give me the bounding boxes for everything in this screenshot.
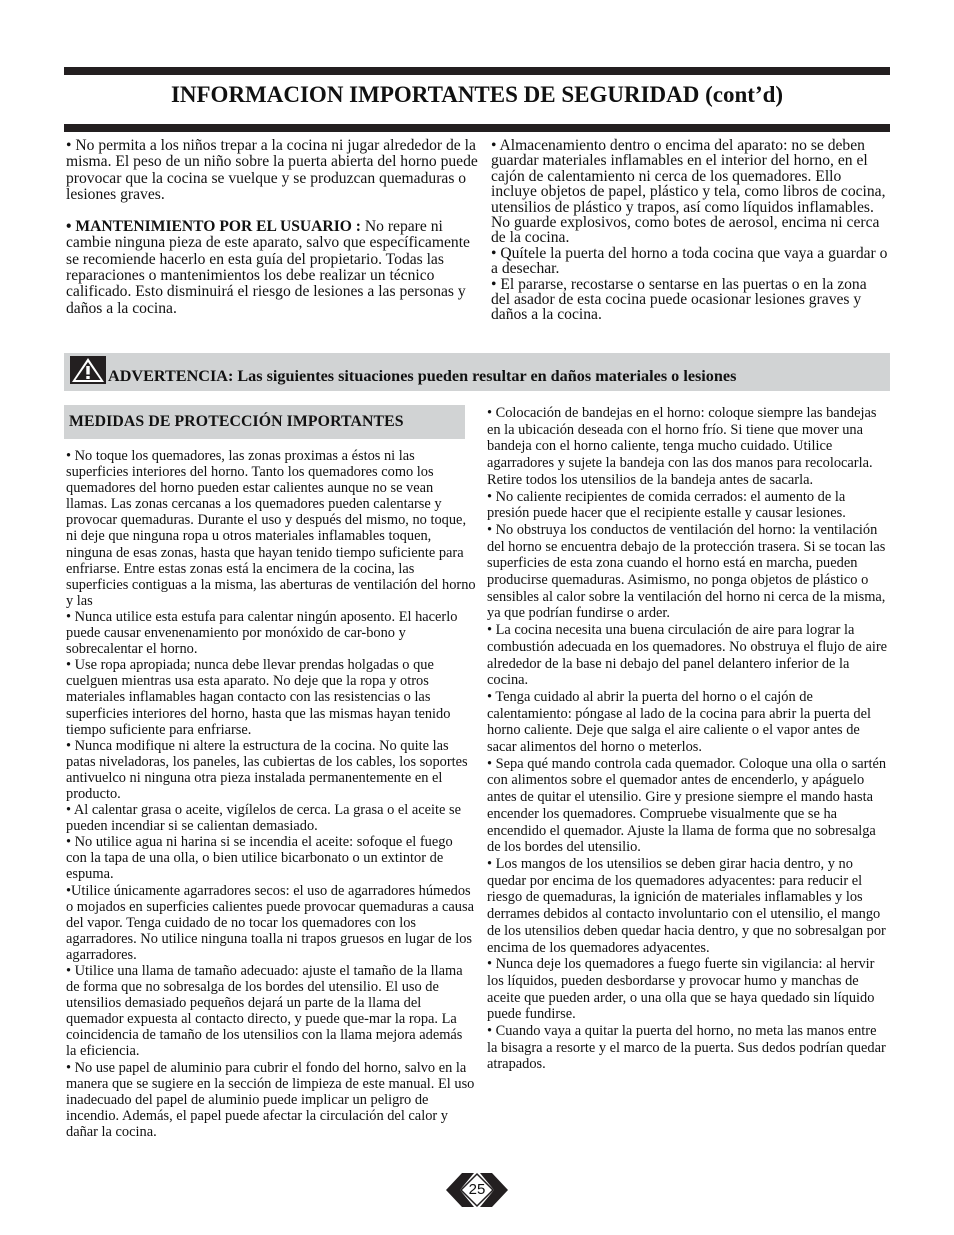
safety-item: •Utilice únicamente agarradores secos: el uso de agarradores húmedos o mojados en superficies calientes puede provocar quemaduras a causa del vapor. Tenga cuidado de no tocar los quemadores con los agarradores. No utilice ninguna toalla ni trapos gruesos en lugar de los agarradores. [66,882,474,963]
safety-item: • Colocación de bandejas en el horno: coloque siempre las bandejas en la ubicación deseada con el horno frío. Si tiene que mover una bandeja con el horno caliente, tenga mucho cuidado. Utilice agarradores y sujete la bandeja con las dos manos para recolocarla. Retire todos los utensilios de la bandeja antes de sacarla. [487,405,877,488]
safety-item: • Nunca utilice esta estufa para calentar ningún aposento. El hacerlo puede causar envenenamiento por monóxido de car-bono y sobrecalentar el horno. [66,608,458,658]
warning-text: ADVERTENCIA: Las siguientes situaciones pueden resultar en daños materiales o lesiones [108,366,737,385]
intro-paragraph-children: • No permita a los niños trepar a la cocina ni jugar alrededor de la misma. El peso de un niño sobre la puerta abierta del horno puede provocar que la cocina se vuelque y se produzcan quemaduras o lesiones graves. [66,137,478,203]
intro-right-column [491,138,888,323]
intro-left-column [66,138,478,317]
safety-item: • No utilice agua ni harina si se incendia el aceite: sofoque el fuego con la tapa de una olla, o bien utilice bicarbonato o un extintor de espuma. [66,834,453,883]
maintenance-text: No repare ni cambie ninguna pieza de este aparato, salvo que específicamente se recomiende hacerlo en esta guía del propietario. Todas las reparaciones o mantenimientos los debe realizar un técnico calificado. Esto disminuirá el riesgo de lesiones a las personas y daños a la cocina. [66,218,470,317]
safety-item: • Al calentar grasa o aceite, vigílelos de cerca. La grasa o el aceite se pueden incendiar si se calientan demasiado. [66,802,461,835]
safety-item: • Utilice una llama de tamaño adecuado: ajuste el tamaño de la llama de forma que no sobresalga de los bordes del utensilio. El uso de utensilios demasiado pequeños dejará un parte de la llama del quemador expuesta al contacto directo, y puede que-mar la ropa. La coincidencia de tamaño de los utensilios con la llama mejora además la eficiencia. [66,963,463,1060]
safety-item: • No use papel de aluminio para cubrir el fondo del horno, salvo en la manera que se sugiere en la sección de limpieza de este manual. El uso inadecuado del papel de aluminio puede implicar un peligro de incendio. Además, el papel puede afectar la circulación del calor y dañar la cocina. [66,1059,475,1140]
page-number-badge [444,1170,510,1210]
safeguards-right-column [487,405,890,1073]
safety-item: • Use ropa apropiada; nunca debe llevar prendas holgadas o que cuelguen mientras usa esta aparato. No deje que la ropa y otros materiales inflamables hagan contacto con las resistencias o las superficies interiores del horno, hasta que las mismas hayan tenido tiempo suficiente para enfriarse. [66,657,451,738]
safety-item: • Nunca deje los quemadores a fuego fuerte sin vigilancia: al hervir los líquidos, pueden desbordarse y provocar humo y manchas de aceite que pueden arder, o una olla que se haya quedado sin líquido puede fundirse. [487,956,875,1023]
safety-item: • La cocina necesita una buena circulación de aire para lograr la combustión adecuada en los quemadores. No obstruya el flujo de aire alrededor de la base ni debajo del panel delantero inferior de la cocina. [487,622,888,689]
title-underline-rule [64,124,890,132]
safety-item: • No obstruya los conductos de ventilación del horno: la ventilación del horno se encuentra debajo de la protección trasera. Si se tocan las superficies de esta zona cuando el horno está en marcha, pueden producirse quemaduras. Asimismo, no ponga objetos de plástico o sensibles al calor sobre la ventilación del horno ni cerca de la misma, ya que podrían fundirse o arder. [487,521,886,622]
section-header [64,405,465,439]
maintenance-heading: • MANTENIMIENTO POR EL USUARIO : [66,218,361,236]
page-title: INFORMACION IMPORTANTES DE SEGURIDAD (cont’d) [170,82,784,107]
safeguards-left-column [66,448,476,1140]
intro-paragraph-door-removal: • Quítele la puerta del horno a toda cocina que vaya a guardar o a desechar. [491,244,888,278]
warning-banner [64,353,890,391]
safety-item: • Cuando vaya a quitar la puerta del horno, no meta las manos entre la bisagra a resorte y el marco de la puerta. Sus dedos podrían quedar atrapados. [487,1023,886,1073]
section-title: MEDIDAS DE PROTECCIÓN IMPORTANTES [69,413,404,430]
safety-item: • Tenga cuidado al abrir la puerta del horno o el cajón de calentamiento: póngase al lado de la cocina para abrir la puerta del horno caliente. Deje que salga el aire caliente o el vapor antes de sacar alimentos del horno o meterlos. [487,688,871,756]
page-number: 25 [468,1181,486,1198]
intro-paragraph-standing: • El pararse, recostarse o sentarse en las puertas o en la zona del asador de esta cocina puede ocasionar lesiones graves y daños a la cocina. [491,275,867,324]
warning-triangle-icon [70,356,106,384]
safety-item: • Nunca modifique ni altere la estructura de la cocina. No quite las patas niveladoras, los paneles, las cubiertas de los cables, los soportes antivuelco ni ninguna otra pieza instalada permanentemente en el producto. [66,737,468,802]
safety-item: • No caliente recipientes de comida cerrados: el aumento de la presión puede hacer que el recipiente estalle y causar lesiones. [487,488,846,522]
intro-paragraph-maintenance [66,219,478,317]
safety-item: • Los mangos de los utensilios se deben girar hacia dentro, y no quedar por encima de los quemadores adyacentes: para reducir el riesgo de quemaduras, la ignición de materiales inflamables y los derrames debidos al contacto involuntario con el utensilio, el mango de los utensilios deben quedar hacia dentro, y que no sobresalgan por encima de los quemadores adyacentes. [487,855,886,956]
top-rule [64,67,890,75]
safety-item: • No toque los quemadores, las zonas proximas a éstos ni las superficies interiores del horno. Tanto los quemadores como los quemadores del horno pueden estar calientes aunque no se vean llamas. Las zonas cercanas a los quemadores pueden calentarse y provocar quemaduras. Durante el uso y después del mismo, no toque, ni deje que ninguna ropa u otros materiales inflamables toquen, ninguna de esas zonas, hasta que hayan tenido tiempo suficiente para enfriarse. Entre estas zonas está la encimera de la cocina, las superficies contiguas a la misma, las aberturas de ventilación del horno y las [66,448,476,609]
safety-item: • Sepa qué mando controla cada quemador. Coloque una olla o sartén con alimentos sobre el quemador antes de encenderlo, y apáguelo antes de quitar el utensilio. Gire y presione siempre el mando hasta encender los quemadores. Compruebe visualmente que se ha encendido el quemador. Ajuste la llama de forma que no sobresalga de los bordes del utensilio. [487,755,887,856]
intro-paragraph-storage: • Almacenamiento dentro o encima del aparato: no se deben guardar materiales inflamables en el interior del horno, en el cajón de calentamiento ni cerca de los quemadores. Ello incluye objetos de papel, plástico y tela, como libros de cocina, utensilios de plástico y trapos, así como líquidos inflamables. No guarde explosivos, como botes de aerosol, encima ni cerca de la cocina. [491,137,886,247]
